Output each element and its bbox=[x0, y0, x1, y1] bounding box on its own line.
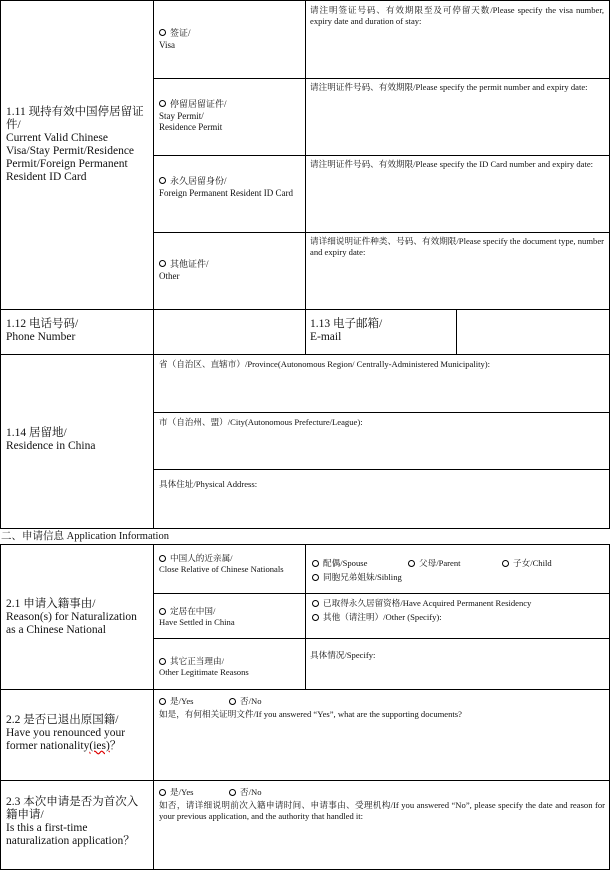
email-field[interactable] bbox=[457, 310, 609, 354]
radio-icon bbox=[159, 29, 166, 36]
phone-field[interactable] bbox=[154, 310, 305, 354]
radio-icon bbox=[159, 555, 166, 562]
spouse-choice[interactable] bbox=[312, 558, 367, 569]
first-choices bbox=[159, 787, 599, 798]
permanent-option[interactable] bbox=[159, 176, 299, 199]
permanent-note: 请注明证件号码、有效期限/Please specify the ID Card number and expiry date: bbox=[310, 159, 594, 169]
stay-permit-note: 请注明证件号码、有效期限/Please specify the permit number and expiry date: bbox=[310, 82, 588, 92]
other-permit-option-text: 其他证件/ Other bbox=[159, 259, 209, 281]
renounced-label-ies: (ies) bbox=[89, 740, 110, 752]
rule bbox=[609, 0, 610, 529]
radio-icon bbox=[312, 560, 319, 567]
rule bbox=[609, 544, 610, 870]
renounced-yes[interactable] bbox=[159, 696, 194, 706]
rule bbox=[0, 544, 1, 870]
permanent-choice[interactable] bbox=[312, 598, 531, 609]
radio-icon bbox=[159, 789, 166, 796]
first-yes-text: 是/Yes bbox=[170, 787, 194, 797]
relative-option[interactable] bbox=[159, 553, 301, 575]
radio-icon bbox=[159, 608, 166, 615]
rule bbox=[305, 544, 306, 690]
radio-icon bbox=[159, 100, 166, 107]
legit-option[interactable] bbox=[159, 656, 301, 678]
other-permit-option[interactable] bbox=[159, 259, 299, 282]
renounced-yes-text: 是/Yes bbox=[170, 696, 194, 706]
first-yes[interactable] bbox=[159, 787, 194, 797]
renounced-no-text: 否/No bbox=[240, 696, 262, 706]
permit-label: 1.11 现持有效中国停居留证件/ Current Valid Chinese Visa/Stay Permit/Residence Permit/Foreign Permanent Resident ID Card bbox=[6, 106, 144, 183]
rule bbox=[153, 593, 610, 594]
rule bbox=[0, 528, 610, 529]
radio-icon bbox=[159, 658, 166, 665]
renounced-choices bbox=[159, 696, 599, 707]
rule bbox=[153, 544, 154, 870]
legit-option-text: 其它正当理由/ Other Legitimate Reasons bbox=[159, 656, 249, 677]
radio-icon bbox=[229, 698, 236, 705]
rule bbox=[153, 412, 610, 413]
rule bbox=[153, 469, 610, 470]
rule bbox=[153, 78, 610, 79]
sibling-choice[interactable] bbox=[312, 572, 402, 583]
radio-icon bbox=[502, 560, 509, 567]
visa-note: 请注明签证号码、有效期限至及可停留天数/Please specify the visa number, expiry date and duration of stay: bbox=[310, 5, 604, 26]
radio-icon bbox=[312, 574, 319, 581]
address-field[interactable]: 具体住址/Physical Address: bbox=[159, 479, 258, 489]
renounced-label bbox=[6, 714, 148, 753]
rule bbox=[153, 232, 610, 233]
first-no-text: 否/No bbox=[240, 787, 262, 797]
legit-specify[interactable]: 具体情况/Specify: bbox=[310, 650, 376, 660]
permanent-option-text: 永久居留身份/ Foreign Permanent Resident ID Card bbox=[159, 176, 293, 198]
parent-choice[interactable] bbox=[408, 558, 461, 569]
settled-option[interactable] bbox=[159, 606, 301, 628]
radio-icon bbox=[159, 698, 166, 705]
email-label: 1.13 电子邮箱/ E-mail bbox=[310, 318, 383, 343]
renounced-label-text: 2.2 是否已退出原国籍/ Have you renounced your former nationality bbox=[6, 714, 126, 752]
rule bbox=[305, 0, 306, 355]
first-application-label: 2.3 本次申请是否为首次入籍申请/ Is this a first-time naturalization application？ bbox=[6, 796, 139, 847]
radio-icon bbox=[159, 177, 166, 184]
settled-option-text: 定居在中国/ Have Settled in China bbox=[159, 606, 235, 627]
reasons-label: 2.1 申请入籍事由/ Reason(s) for Naturalization as a Chinese National bbox=[6, 598, 137, 636]
visa-option[interactable] bbox=[159, 28, 299, 51]
city-field[interactable]: 市（自治州、盟）/City(Autonomous Prefecture/League): bbox=[159, 417, 363, 427]
radio-icon bbox=[312, 614, 319, 621]
sibling-choice-text: 同胞兄弟姐妹/Sibling bbox=[323, 572, 402, 582]
residence-label: 1.14 居留地/ Residence in China bbox=[6, 427, 96, 452]
section-title: 二、申请信息 Application Information bbox=[1, 531, 169, 542]
rule bbox=[0, 0, 1, 529]
renounced-no[interactable] bbox=[229, 696, 262, 707]
visa-option-text: 签证/ Visa bbox=[159, 28, 191, 50]
parent-choice-text: 父母/Parent bbox=[419, 558, 461, 568]
other-permit-note: 请详细说明证件种类、号码、有效期限/Please specify the document type, number and expiry date: bbox=[310, 236, 604, 257]
radio-icon bbox=[312, 600, 319, 607]
stay-permit-option[interactable] bbox=[159, 99, 299, 134]
radio-icon bbox=[229, 789, 236, 796]
permanent-choice-text: 已取得永久居留资格/Have Acquired Permanent Residency bbox=[323, 598, 532, 608]
spouse-choice-text: 配偶/Spouse bbox=[323, 558, 368, 568]
relative-option-text: 中国人的近亲属/ Close Relative of Chinese Nationals bbox=[159, 553, 284, 574]
rule bbox=[153, 0, 154, 529]
radio-icon bbox=[408, 560, 415, 567]
phone-label: 1.12 电话号码/ Phone Number bbox=[6, 318, 79, 343]
child-choice-text: 子女/Child bbox=[513, 558, 552, 568]
rule bbox=[153, 155, 610, 156]
first-note: 如否，请详细说明前次入籍申请时间、申请事由、受理机构/If you answered “No”, please specify the date and reason for your previous application, and the authority that handled it: bbox=[159, 800, 605, 821]
province-field[interactable]: 省（自治区、直辖市）/Province(Autonomous Region/ Centrally-Administered Municipality): bbox=[159, 359, 491, 369]
rule bbox=[0, 869, 610, 870]
child-choice[interactable] bbox=[502, 558, 552, 569]
rule bbox=[0, 780, 610, 781]
rule bbox=[153, 638, 610, 639]
first-no[interactable] bbox=[229, 787, 262, 798]
renounced-note: 如是，有何相关证明文件/If you answered “Yes”, what are the supporting documents? bbox=[159, 709, 462, 719]
stay-permit-option-text: 停留居留证件/ Stay Permit/ Residence Permit bbox=[159, 99, 227, 132]
settled-other-choice-text: 其他（请注明）/Other (Specify): bbox=[323, 612, 442, 622]
radio-icon bbox=[159, 260, 166, 267]
settled-other-choice[interactable] bbox=[312, 612, 442, 623]
renounced-label-q: ？ bbox=[109, 740, 122, 752]
